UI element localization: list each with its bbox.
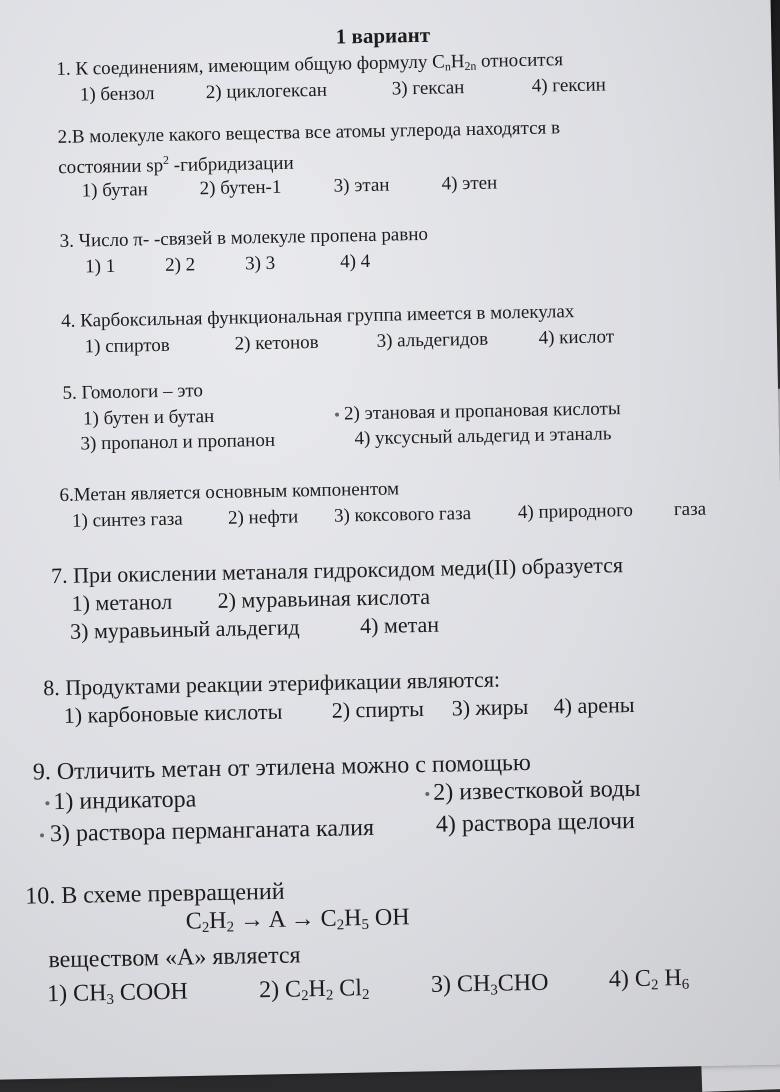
q7-option-1: 1) метанол [71, 588, 173, 616]
q6-option-1: 1) синтез газа [71, 508, 183, 532]
q5-option-1: 1) бутен и бутан [82, 405, 215, 430]
q4-option-2: 2) кетонов [234, 331, 319, 355]
q2-option-2: 2) бутен-1 [199, 176, 282, 200]
q10-option-1: 1) $CH_3$ COOH [46, 978, 189, 1008]
q3-option-2: 2) 2 [164, 254, 196, 276]
q8-option-4: 4) арены [553, 691, 635, 719]
q1-option-4: 4) гексин [531, 74, 607, 97]
question-7-stem: 7. При окислении метаналя гидроксидом меди(II) образуется [50, 552, 624, 589]
q10-option-3: 3) $CH_3CHO$ [430, 969, 549, 999]
q3-option-4: 4) 4 [339, 250, 371, 273]
question-2-line-1: 2.В молекуле какого вещества все атомы углерода находятся в [57, 117, 561, 148]
q10-line-2: веществом «А» является [48, 942, 301, 974]
q2-option-4: 4) этен [441, 172, 498, 195]
question-5-stem: 5. Гомологи – это [62, 380, 204, 404]
q3-option-1: 1) 1 [84, 255, 116, 278]
q6-option-3: 3) коксового газа [333, 503, 472, 527]
variant-title: 1 вариант [335, 22, 431, 49]
question-9-stem: 9. Отличить метан от этилена можно с помощью [32, 749, 532, 786]
q7-option-3: 3) муравьиный альдегид [69, 614, 300, 644]
q5-option-2: 2) этановая и пропановая кислоты [343, 398, 621, 425]
pencil-mark-icon [335, 413, 339, 417]
pencil-mark-icon [40, 833, 44, 837]
question-2-line-2: состоянии $sp^2$ -гибридизации [58, 152, 294, 179]
pencil-mark-icon [425, 792, 429, 796]
question-1-stem: 1. К соединениям, имеющим общую формулу $C_nH_{2n}$ относится [56, 49, 564, 80]
q9-option-3: 3) раствора перманганата калия [49, 814, 375, 848]
q1-option-2: 2) циклогексан [205, 79, 328, 104]
q6-option-4: 4) природного [517, 499, 634, 524]
q4-option-1: 1) спиртов [84, 334, 170, 358]
q6-option-4-cont: газа [673, 498, 707, 521]
q2-option-3: 3) этан [333, 174, 390, 197]
q7-option-2: 2) муравьиная кислота [217, 583, 431, 613]
q9-option-4: 4) раствора щелочи [435, 807, 636, 838]
q4-option-4: 4) кислот [538, 326, 615, 349]
q5-option-4: 4) уксусный альдегид и этаналь [354, 423, 612, 450]
q8-option-2: 2) спирты [331, 695, 425, 723]
question-3-stem: 3. Число π- -связей в молекуле пропена равно [59, 223, 429, 252]
q10-option-2: 2) $C_2H_2$ $Cl_2$ [258, 975, 370, 1005]
q9-option-1: 1) индикатора [53, 786, 197, 816]
pencil-mark-icon [45, 801, 49, 805]
q6-option-2: 2) нефти [227, 506, 299, 529]
q3-option-3: 3) 3 [244, 252, 276, 275]
q8-option-3: 3) жиры [451, 693, 529, 721]
question-8-stem: 8. Продуктами реакции этерификации являются: [42, 666, 501, 701]
q1-option-3: 3) гексан [391, 77, 465, 100]
q1-option-1: 1) бензол [79, 83, 155, 106]
question-4-stem: 4. Карбоксильная функциональная группа имеется в молекулах [60, 301, 575, 332]
q10-scheme: $C_2H_2 \to A \to C_2H_5$ OH [185, 904, 410, 937]
q8-option-1: 1) карбоновые кислоты [63, 698, 283, 728]
q5-option-3: 3) пропанол и пропанон [80, 429, 276, 455]
q2-option-1: 1) бутан [81, 179, 149, 202]
question-10-stem: 10. В схеме превращений [24, 878, 285, 910]
question-6-stem: 6.Метан является основным компонентом [59, 478, 400, 506]
q9-option-2: 2) известковой воды [433, 775, 641, 806]
q7-option-4: 4) метан [359, 611, 440, 639]
q4-option-3: 3) альдегидов [376, 328, 489, 352]
q10-option-4: 4) $C_2$ $H_6$ [608, 965, 690, 994]
